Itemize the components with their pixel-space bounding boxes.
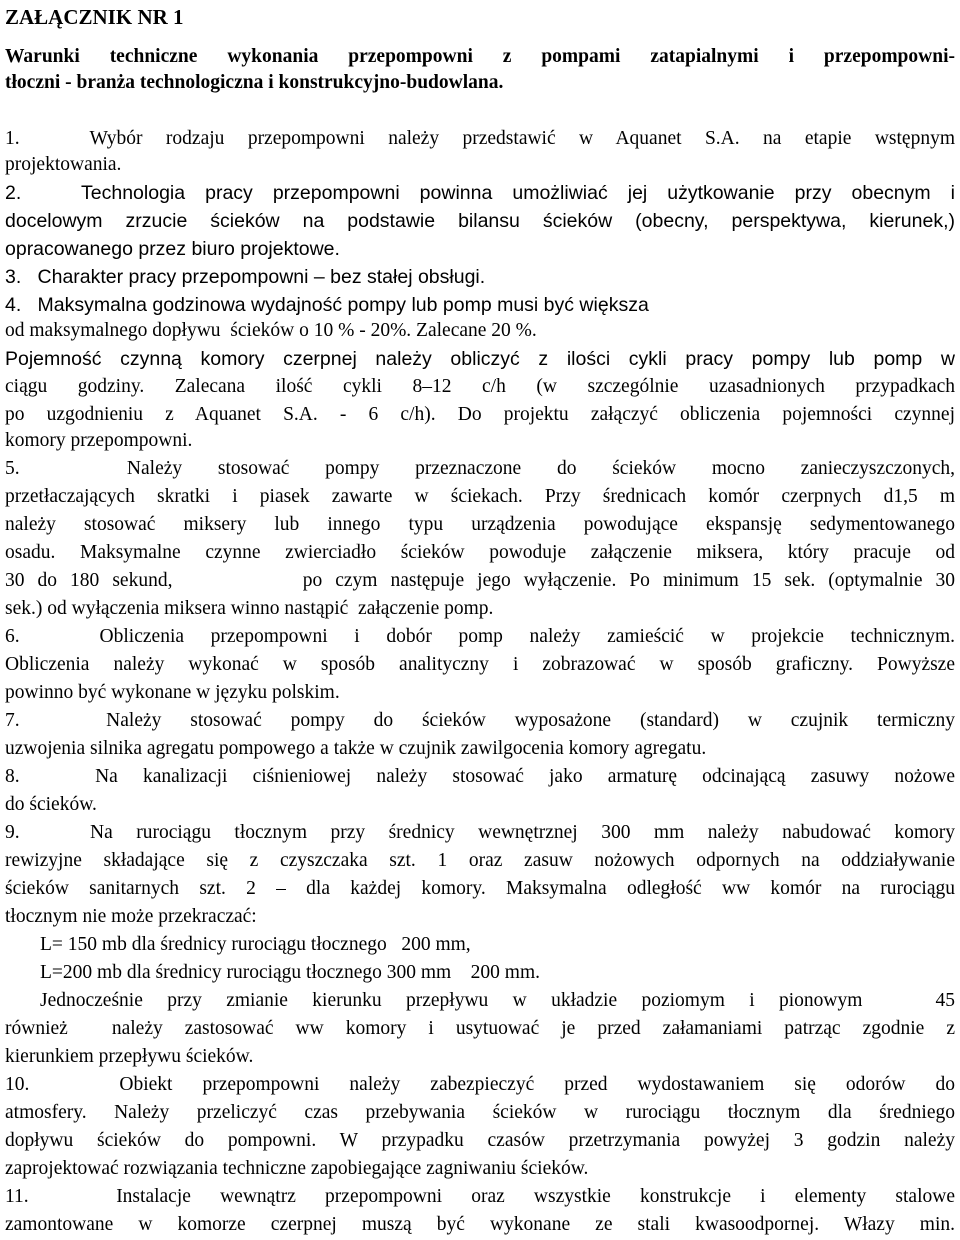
item-11-line-2: zamontowane w komorze czerpnej muszą być wykonane ze stali kwasoodpornej. Włazy min. — [5, 1214, 955, 1235]
item-4-line-6: komory przepompowni. — [5, 430, 193, 451]
item-8-line-1: 8. Na kanalizacji ciśnieniowej należy stosować jako armaturę odcinającą zasuwy nożowe — [5, 766, 955, 787]
item-5-line-6: sek.) od wyłączenia miksera winno nastąpić załączenie pomp. — [5, 598, 494, 619]
item-9-line-7: Jednocześnie przy zmianie kierunku przepływu w układzie poziomym i pionowym 45 — [40, 990, 955, 1011]
item-4-line-3: Pojemność czynną komory czerpnej należy obliczyć z ilości cykli pracy pompy lub pomp w — [5, 348, 955, 370]
item-9-line-4: tłocznym nie może przekraczać: — [5, 906, 257, 927]
item-9-line-9: kierunkiem przepływu ścieków. — [5, 1046, 254, 1067]
annex-heading: ZAŁĄCZNIK NR 1 — [5, 5, 184, 29]
item-9-length-limit-2: L=200 mb dla średnicy rurociągu tłocznego 300 mm 200 mm. — [40, 962, 541, 983]
item-9-line-2: rewizyjne składające się z czyszczaka szt. 1 oraz zasuw nożowych odpornych na oddziaływanie — [5, 850, 955, 871]
item-2-line-1: 2. Technologia pracy przepompowni powinna umożliwiać jej użytkowanie przy obecnym i — [5, 182, 955, 204]
item-2-line-2: docelowym zrzucie ścieków na podstawie bilansu ścieków (obecny, perspektywa, kierunek,) — [5, 210, 955, 232]
item-6-line-3: powinno być wykonane w języku polskim. — [5, 682, 340, 703]
item-10-line-2: atmosfery. Należy przeliczyć czas przebywania ścieków w rurociągu tłocznym dla średniego — [5, 1102, 955, 1123]
item-1-line-2: projektowania. — [5, 154, 122, 175]
item-4-line-5: po uzgodnieniu z Aquanet S.A. - 6 c/h). Do projektu załączyć obliczenia pojemności czynnej — [5, 404, 955, 425]
item-9-line-3: ścieków sanitarnych szt. 2 – dla każdej komory. Maksymalna odległość ww komór na rurociągu — [5, 878, 955, 899]
subtitle-line-2: tłoczni - branża technologiczna i konstrukcyjno-budowlana. — [5, 72, 504, 93]
item-2-line-3: opracowanego przez biuro projektowe. — [5, 238, 340, 260]
item-5-line-1: 5. Należy stosować pompy przeznaczone do ścieków mocno zanieczyszczonych, — [5, 458, 955, 479]
item-10-line-4: zaprojektować rozwiązania techniczne zapobiegające zagniwaniu ścieków. — [5, 1158, 589, 1179]
item-5-line-3: należy stosować miksery lub innego typu urządzenia powodujące ekspansję sedymentowanego — [5, 514, 955, 535]
item-3-line-1: 3. Charakter pracy przepompowni – bez stałej obsługi. — [5, 266, 486, 288]
item-4-line-4: ciągu godziny. Zalecana ilość cykli 8–12 c/h (w szczególnie uzasadnionych przypadkach — [5, 376, 955, 397]
item-5-line-5: 30 do 180 sekund, po czym następuje jego wyłączenie. Po minimum 15 sek. (optymalnie 30 — [5, 570, 955, 591]
item-10-line-3: dopływu ścieków do pompowni. W przypadku czasów przetrzymania powyżej 3 godzin należy — [5, 1130, 955, 1151]
item-6-line-2: Obliczenia należy wykonać w sposób analityczny i zobrazować w sposób graficzny. Powyższe — [5, 654, 955, 675]
item-5-line-2: przetłaczających skratki i piasek zawarte w ściekach. Przy średnicach komór czerpnych d1,5 m — [5, 486, 955, 507]
item-1-line-1: 1. Wybór rodzaju przepompowni należy przedstawić w Aquanet S.A. na etapie wstępnym — [5, 128, 955, 149]
subtitle-line-1: Warunki techniczne wykonania przepompowni z pompami zatapialnymi i przepompowni- — [5, 46, 955, 67]
item-7-line-2: uzwojenia silnika agregatu pompowego a także w czujnik zawilgocenia komory agregatu. — [5, 738, 707, 759]
item-9-line-8: również należy zastosować ww komory i usytuować je przed załamaniami patrząc zgodnie z — [5, 1018, 955, 1039]
item-11-line-1: 11. Instalacje wewnątrz przepompowni oraz wszystkie konstrukcje i elementy stalowe — [5, 1186, 955, 1207]
item-10-line-1: 10. Obiekt przepompowni należy zabezpieczyć przed wydostawaniem się odorów do — [5, 1074, 955, 1095]
item-9-line-1: 9. Na rurociągu tłocznym przy średnicy wewnętrznej 300 mm należy nabudować komory — [5, 822, 955, 843]
item-6-line-1: 6. Obliczenia przepompowni i dobór pomp należy zamieścić w projekcie technicznym. — [5, 626, 955, 647]
item-4-line-1: 4. Maksymalna godzinowa wydajność pompy lub pomp musi być większa — [5, 294, 649, 316]
item-9-length-limit-1: L= 150 mb dla średnicy rurociągu tłocznego 200 mm, — [40, 934, 471, 955]
item-5-line-4: osadu. Maksymalne czynne zwierciadło ścieków powoduje załączenie miksera, który pracuje od — [5, 542, 955, 563]
item-4-line-2: od maksymalnego dopływu ścieków o 10 % - 20%. Zalecane 20 %. — [5, 320, 537, 341]
item-7-line-1: 7. Należy stosować pompy do ścieków wyposażone (standard) w czujnik termiczny — [5, 710, 955, 731]
item-8-line-2: do ścieków. — [5, 794, 97, 815]
